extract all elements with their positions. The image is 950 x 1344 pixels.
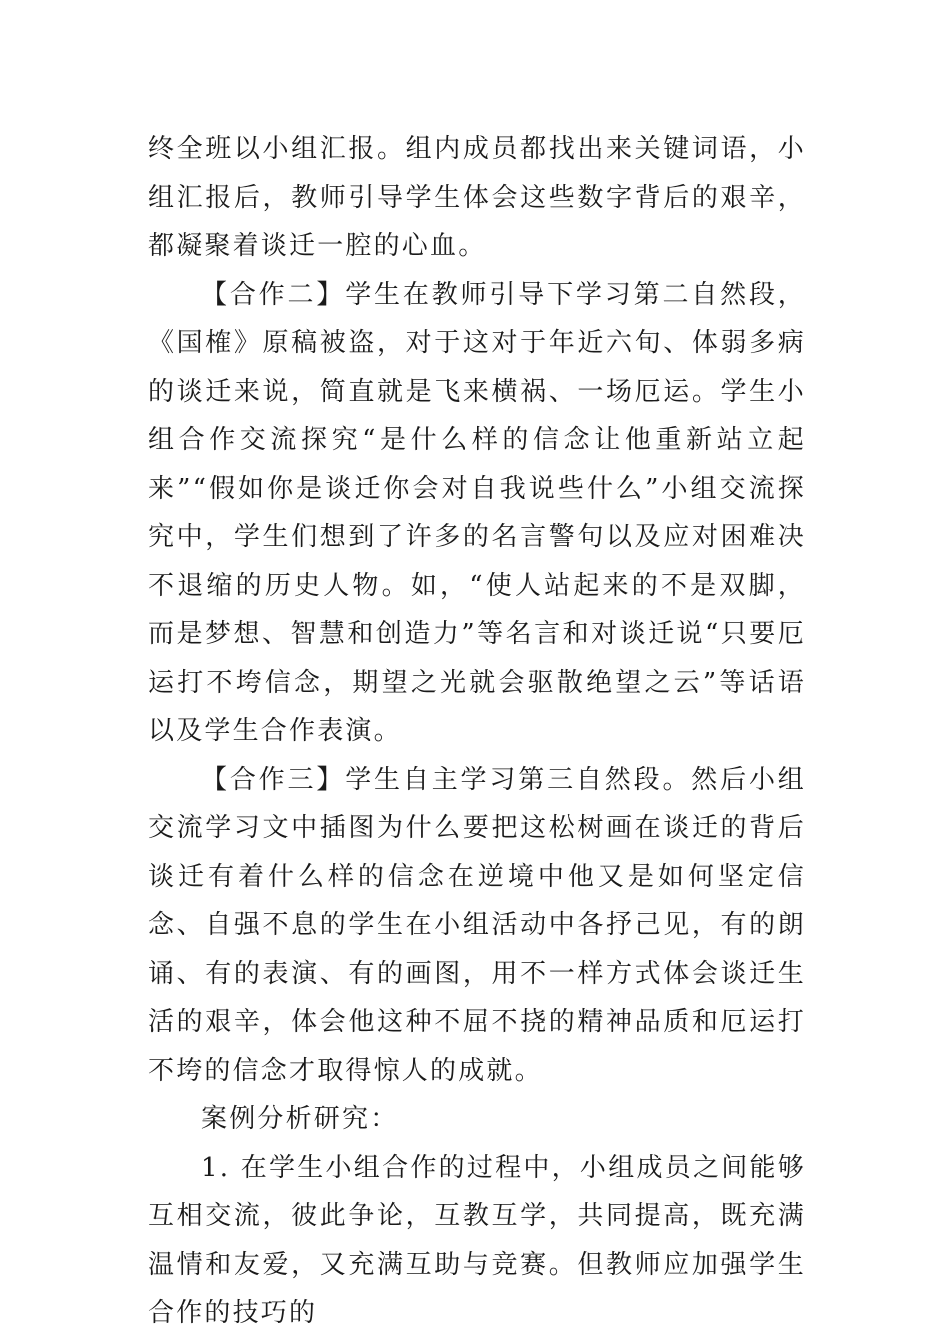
paragraph-continuation: 终全班以小组汇报。组内成员都找出来关键词语，小组汇报后，教师引导学生体会这些数字背后的艰辛，都凝聚着谈迁一腔的心血。 [148,134,806,261]
document-page [148,125,806,1338]
paragraph-cooperation-three: 【合作三】学生自主学习第三自然段。然后小组交流学习文中插图为什么要把这松树画在谈迁的背后谈迁有着什么样的信念在逆境中他又是如何坚定信念、自强不息的学生在小组活动中各抒己见，有的朗诵、有的表演、有的画图，用不一样方式体会谈迁生活的艰辛，体会他这种不屈不挠的精神品质和厄运打不垮的信念才取得惊人的成就。 [148,764,806,1086]
paragraph-case-analysis-heading: 案例分析研究： [201,1104,399,1134]
paragraph-analysis-point-one: 1. 在学生小组合作的过程中，小组成员之间能够互相交流，彼此争论，互教互学，共同提高，既充满温情和友爱，又充满互助与竞赛。但教师应加强学生合作的技巧的 [148,1152,806,1328]
paragraph-cooperation-two: 【合作二】学生在教师引导下学习第二自然段，《国榷》原稿被盗，对于这对于年近六旬、体弱多病的谈迁来说，简直就是飞来横祸、一场厄运。学生小组合作交流探究“是什么样的信念让他重新站立起来”“假如你是谈迁你会对自我说些什么”小组交流探究中，学生们想到了许多的名言警句以及应对困难决不退缩的历史人物。如，“使人站起来的不是双脚，而是梦想、智慧和创造力”等名言和对谈迁说“只要厄运打不垮信念，期望之光就会驱散绝望之云”等话语以及学生合作表演。 [148,279,806,746]
